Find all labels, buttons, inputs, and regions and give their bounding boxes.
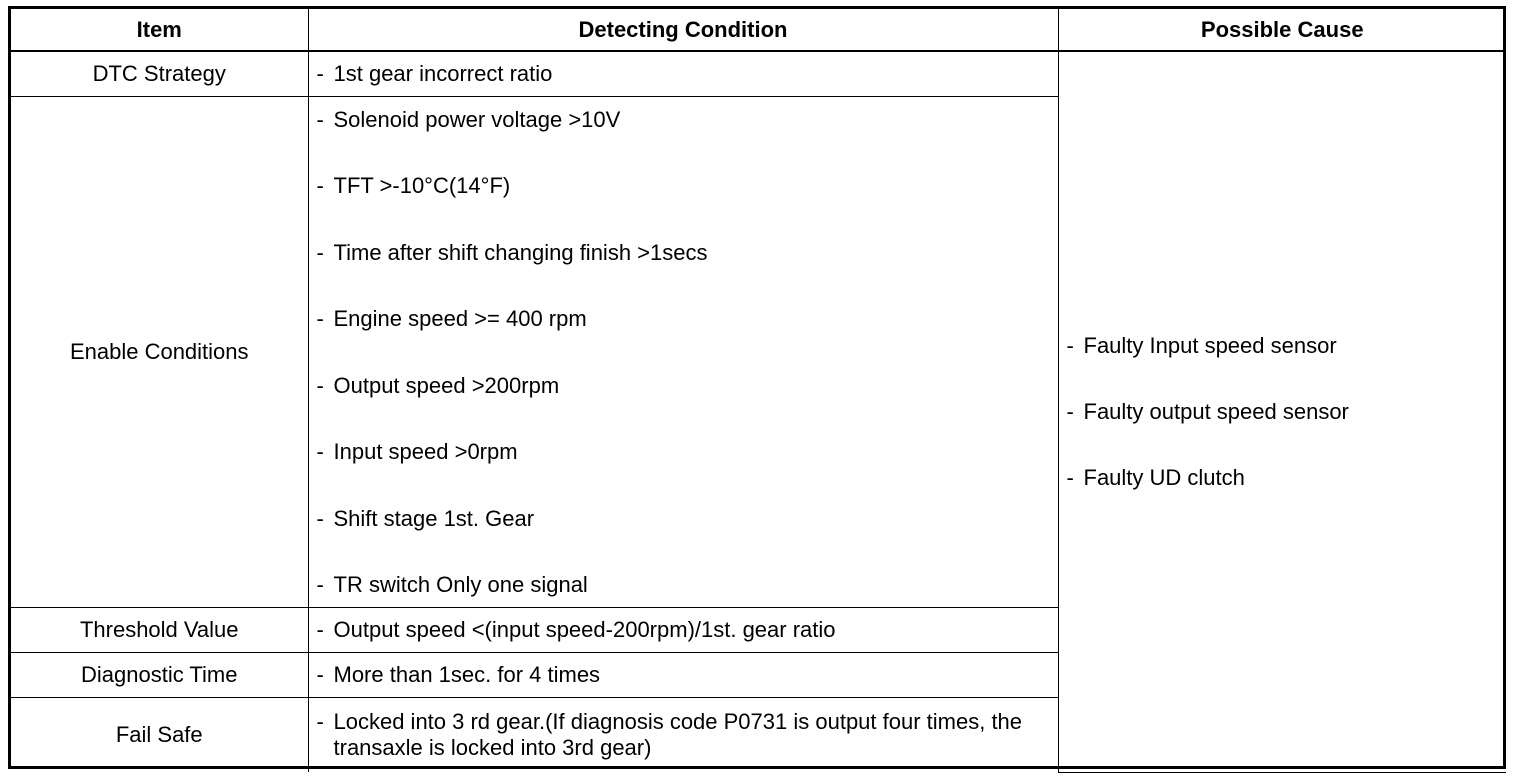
condition-line: - TFT >-10°C(14°F): [316, 173, 511, 199]
condition-line: - TR switch Only one signal: [316, 572, 588, 598]
row-item-dtc-strategy: DTC Strategy: [11, 51, 308, 96]
row-item-threshold-value: Threshold Value: [11, 607, 308, 652]
cause-item: - Faulty UD clutch: [1066, 464, 1245, 490]
condition-line: - Solenoid power voltage >10V: [316, 106, 621, 132]
row-condition-diagnostic-time: - More than 1sec. for 4 times: [308, 652, 1058, 697]
condition-text: 1st gear incorrect ratio: [333, 60, 553, 86]
condition-line: - Engine speed >= 400 rpm: [316, 306, 587, 332]
row-condition-fail-safe: - Locked into 3 rd gear.(If diagnosis code P0731 is output four times, the transaxle is locked into 3rd gear): [308, 697, 1058, 772]
row-condition-enable-conditions: [308, 96, 1058, 607]
header-detecting-condition: Detecting Condition: [308, 9, 1058, 51]
condition-line: - Output speed >200rpm: [316, 372, 560, 398]
possible-cause-cell: [1058, 51, 1506, 772]
row-condition-threshold-value: - Output speed <(input speed-200rpm)/1st. gear ratio: [308, 607, 1058, 652]
dtc-table-frame: [8, 6, 1506, 769]
cause-item: - Faulty output speed sensor: [1066, 398, 1349, 424]
header-item: Item: [11, 9, 308, 51]
header-row: [11, 9, 1506, 51]
table-row-dtc-strategy: [11, 51, 1506, 96]
row-item-diagnostic-time: Diagnostic Time: [11, 652, 308, 697]
condition-line: - Time after shift changing finish >1secs: [316, 239, 708, 265]
header-possible-cause: Possible Cause: [1058, 9, 1506, 51]
dtc-table: [11, 9, 1506, 773]
condition-line: - Input speed >0rpm: [316, 439, 518, 465]
condition-line: - Shift stage 1st. Gear: [316, 505, 535, 531]
row-condition-dtc-strategy: - 1st gear incorrect ratio: [308, 51, 1058, 96]
row-item-enable-conditions: Enable Conditions: [11, 96, 308, 607]
row-item-fail-safe: Fail Safe: [11, 697, 308, 772]
cause-item: - Faulty Input speed sensor: [1066, 332, 1337, 358]
